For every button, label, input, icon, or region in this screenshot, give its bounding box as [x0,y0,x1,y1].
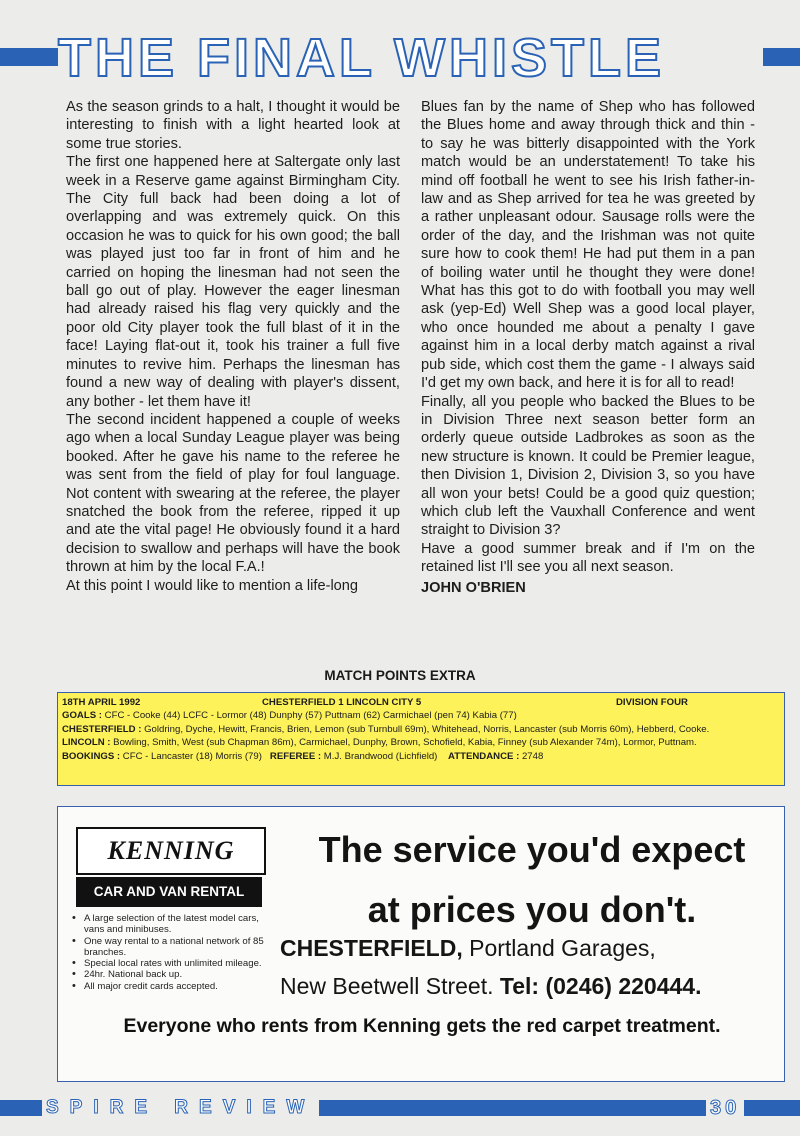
lincoln-text: Bowling, Smith, West (sub Chapman 86m), Carmichael, Dunphy, Brown, Schofield, Kabia, Finney (sub Alexander 74m), Lormor, Puttnam. [113,737,697,749]
match-header-row [62,696,780,709]
match-date: 18TH APRIL 1992 [62,697,141,708]
match-division: DIVISION FOUR [616,697,688,708]
article-column-left [66,98,400,595]
list-item: • One way rental to a national network of 85 branches. [72,936,272,959]
address-street-2: New Beetwell Street. [280,973,494,999]
address-town: CHESTERFIELD, [280,935,463,961]
match-points-heading: MATCH POINTS EXTRA [324,668,476,683]
address-line-2 [280,971,780,1001]
list-item: • A large selection of the latest model cars, vans and minibuses. [72,913,272,936]
title-banner [0,26,800,90]
feature-list [72,913,272,992]
bookings-line [62,750,780,763]
referee-text: M.J. Brandwood (Lichfield) [323,750,438,762]
referee-label: REFEREE : [269,750,322,762]
lincoln-lineup [62,736,780,749]
chesterfield-lineup [62,723,780,736]
article-paragraph: As the season grinds to a halt, I thought it would be interesting to finish with a light hearted look at some true stories. [66,99,400,152]
article-paragraph: Finally, all you people who backed the Blues to be in Division Three next season better form an orderly queue outside Ladbrokes as soon as the new structure is known. It could be Premier league, then Division 1, Division 2, Division 3, so you have all won your bets! Could be a good quiz question; which club left the Vauxhall Conference and went straight to Division 3? [421,393,755,539]
goals-line [62,709,780,722]
lincoln-label: LINCOLN : [62,737,111,749]
goals-text: CFC - Cooke (44) LCFC - Lormor (48) Dunphy (57) Puttnam (62) Carmichael (pen 74) Kabia (77) [104,710,517,722]
advert-slogan: Everyone who rents from Kenning gets the red carpet treatment. [123,1015,721,1037]
match-points-box [57,692,785,786]
kenning-logo [76,827,266,875]
publication-name: SPIRE REVIEW [42,1096,319,1120]
goals-label: GOALS : [62,710,102,722]
list-item: • Special local rates with unlimited mileage. [72,958,272,969]
bookings-label: BOOKINGS : [62,750,121,762]
chesterfield-text: Goldring, Dyche, Hewitt, Francis, Brien, Lemon (sub Turnbull 69m), Whitehead, Norris, Lancaster (sub Morris 60m), Hebberd, Cooke. [144,723,710,735]
article-column-right [421,98,755,597]
address-street-1: Portland Garages, [469,935,656,961]
page-title: THE FINAL WHISTLE [58,28,665,88]
address-line-1 [280,933,780,963]
attendance-label: ATTENDANCE : [448,750,520,762]
article-paragraph: The first one happened here at Saltergate only last week in a Reserve game against Birmingham City. The City full back had been doing a lot of overlapping and was extremely quick. On this occasion he was to quick for his own good; the ball was played just too far in front of him and he carried on hoping the linesman had not seen the ball go out of play. However the eager linesman had already raised his flag very quickly and the poor old City player took the full blast of it in the face! Laying flat-out it, took his trainer a full five minutes to revive him. Perhaps the linesman has found a new way of dealing with player's dissent, any bother - let them have it! [66,154,400,410]
article-paragraph: At this point I would like to mention a life-long [66,577,359,594]
article-paragraph: The second incident happened a couple of weeks ago when a local Sunday League player was being booked. After he gave his name to the referee he was sent from the field of play for foul language. Not content with swearing at the referee, the player snatched the book from the referee, ripped it up and ate the vital page! He obviously found it a hard decision to swallow and perhaps will have the book thrown at him by the local F.A.! [66,411,400,576]
tagline-secondary: at prices you don't. [367,889,697,930]
tagline-primary: The service you'd expect [318,829,746,870]
article-paragraph: Blues fan by the name of Shep who has followed the Blues home and away through thick and thin - to say he was bitterly disappointed with the York match would be an understatement! To take his mind off football he went to see his Irish father-in-law and as Shep arrived for tea he was greeted by a rather unpleasant odour. Sausage rolls were the order of the day, and the Irishman was not quite sure how to cook them! He had put them in a pan of boiling water until he thought they were done! What has this got to do with football you may well ask (yep-Ed) Well Shep was a good local player, who once hounded me about a penalty I gave against him in a local derby match against a rival pub side, which cost them the game - I always said I'd get my own back, and here it is for all to read! [421,99,755,392]
article-paragraph: Have a good summer break and if I'm on the retained list I'll see you all next season. [421,540,755,576]
list-item: • All major credit cards accepted. [72,981,272,992]
telephone: Tel: (0246) 220444. [499,973,702,999]
page-number: 30 [706,1096,744,1120]
article-author: JOHN O'BRIEN [421,579,526,596]
chesterfield-label: CHESTERFIELD : [62,723,142,735]
list-item: • 24hr. National back up. [72,969,272,980]
kenning-logo-text: KENNING [107,836,235,865]
kenning-advert [57,806,785,1082]
match-result: CHESTERFIELD 1 LINCOLN CITY 5 [262,697,422,708]
attendance-text: 2748 [521,750,544,762]
bookings-text: CFC - Lancaster (18) Morris (79) [122,750,262,762]
rental-label: CAR AND VAN RENTAL [76,877,262,907]
